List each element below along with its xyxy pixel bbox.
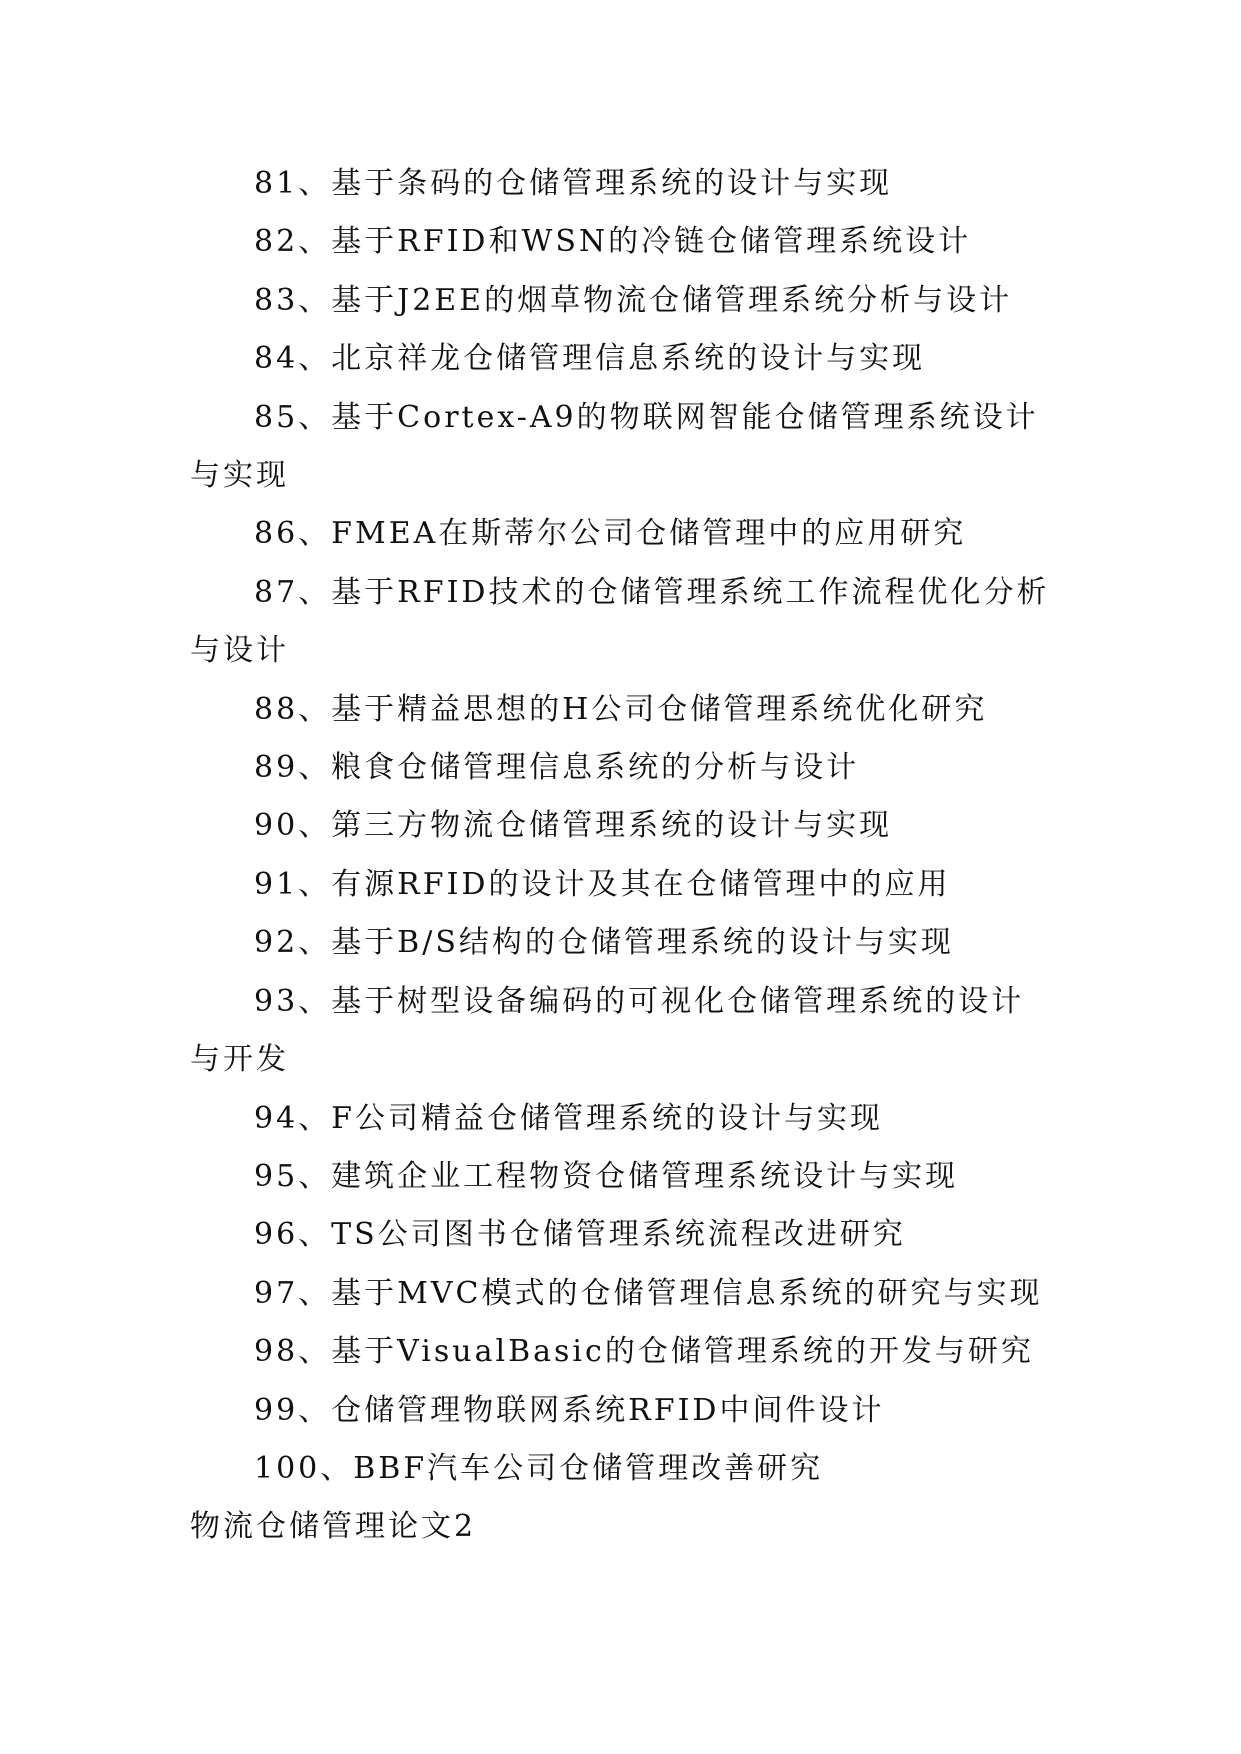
- list-item: 87、基于RFID技术的仓储管理系统工作流程优化分析与设计: [190, 574, 1050, 669]
- list-item: 99、仓储管理物联网系统RFID中间件设计: [254, 1392, 885, 1428]
- list-item: 91、有源RFID的设计及其在仓储管理中的应用: [254, 866, 951, 902]
- list-item: 88、基于精益思想的H公司仓储管理系统优化研究: [254, 691, 988, 727]
- list-item: 86、FMEA在斯蒂尔公司仓储管理中的应用研究: [254, 516, 967, 552]
- list-item: 81、基于条码的仓储管理系统的设计与实现: [254, 166, 893, 201]
- list-item: 94、F公司精益仓储管理系统的设计与实现: [254, 1100, 883, 1136]
- section-heading: 物流仓储管理论文2: [190, 1509, 477, 1545]
- list-item: 97、基于MVC模式的仓储管理信息系统的研究与实现: [254, 1275, 1043, 1311]
- list-item: 98、基于VisualBasic的仓储管理系统的开发与研究: [254, 1334, 1034, 1370]
- list-item: 95、建筑企业工程物资仓储管理系统设计与实现: [254, 1158, 959, 1194]
- list-item: 96、TS公司图书仓储管理系统流程改进研究: [254, 1217, 906, 1253]
- document-content: [190, 155, 1050, 1557]
- list-item: 83、基于J2EE的烟草物流仓储管理系统分析与设计: [254, 282, 1013, 318]
- list-item: 100、BBF汽车公司仓储管理改善研究: [254, 1450, 824, 1486]
- list-item: 92、基于B/S结构的仓储管理系统的设计与实现: [254, 925, 954, 961]
- list-item: 90、第三方物流仓储管理系统的设计与实现: [254, 808, 893, 844]
- list-item: 84、北京祥龙仓储管理信息系统的设计与实现: [254, 341, 926, 377]
- list-item: 89、粮食仓储管理信息系统的分析与设计: [254, 750, 860, 786]
- list-item: 93、基于树型设备编码的可视化仓储管理系统的设计与开发: [190, 983, 1025, 1078]
- list-item: 82、基于RFID和WSN的冷链仓储管理系统设计: [254, 224, 972, 260]
- list-item: 85、基于Cortex-A9的物联网智能仓储管理系统设计与实现: [190, 399, 1039, 494]
